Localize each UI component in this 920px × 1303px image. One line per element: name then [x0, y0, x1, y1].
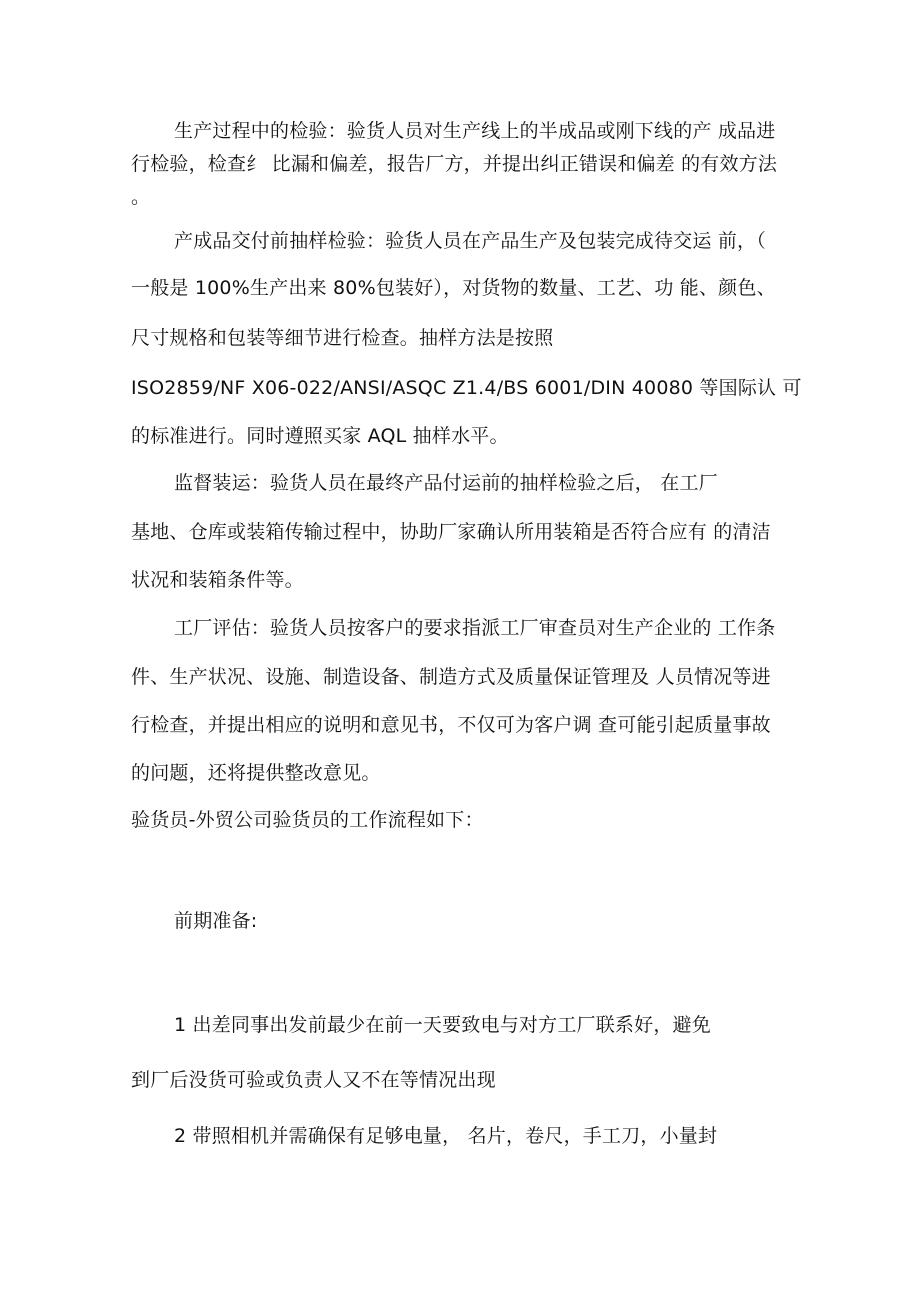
paragraph-line: 监督装运：验货人员在最终产品付运前的抽样检验之后， 在工厂: [174, 472, 718, 494]
paragraph-line: 生产过程中的检验：验货人员对生产线上的半成品或刚下线的产 成品进: [174, 120, 776, 142]
paragraph-line: 尺寸规格和包装等细节进行检查。抽样方法是按照: [131, 327, 554, 349]
paragraph-line: 件、生产状况、设施、制造设备、制造方式及质量保证管理及 人员情况等进: [131, 666, 771, 688]
paragraph-line: 行检验，检查纟 比漏和偏差，报告厂方，并提出纠正错误和偏差 的有效方法: [131, 153, 778, 175]
list-item-line: 1 出差同事出发前最少在前一天要致电与对方工厂联系好，避免: [174, 1014, 711, 1036]
paragraph-line: 的标准进行。同时遵照买家 AQL 抽样水平。: [131, 425, 509, 447]
paragraph-line: 基地、仓库或装箱传输过程中，协助厂家确认所用装箱是否符合应有 的清洁: [131, 521, 771, 543]
paragraph-line: ISO2859/NF X06-022/ANSI/ASQC Z1.4/BS 6001/DIN 40080 等国际认 可: [131, 377, 802, 399]
paragraph-line: 的问题，还将提供整改意见。: [131, 762, 381, 784]
paragraph-line: 产成品交付前抽样检验：验货人员在产品生产及包装完成待交运 前，（: [174, 230, 766, 252]
paragraph-line: 一般是 100%生产出来 80%包装好），对货物的数量、工艺、功 能、颜色、: [131, 277, 776, 299]
section-intro: 验货员-外贸公司验货员的工作流程如下：: [131, 809, 484, 831]
paragraph-line: 工厂评估：验货人员按客户的要求指派工厂审查员对生产企业的 工作条: [174, 617, 776, 639]
section-heading: 前期准备:: [174, 910, 258, 932]
paragraph-line: 。: [131, 186, 151, 208]
paragraph-line: 行检查，并提出相应的说明和意见书，不仅可为客户调 查可能引起质量事故: [131, 714, 771, 736]
paragraph-line: 状况和装箱条件等。: [131, 569, 304, 591]
list-item-line: 到厂后没货可验或负责人又不在等情况出现: [131, 1069, 496, 1091]
list-item-line: 2 带照相机并需确保有足够电量， 名片，卷尺，手工刀，小量封: [174, 1125, 718, 1147]
